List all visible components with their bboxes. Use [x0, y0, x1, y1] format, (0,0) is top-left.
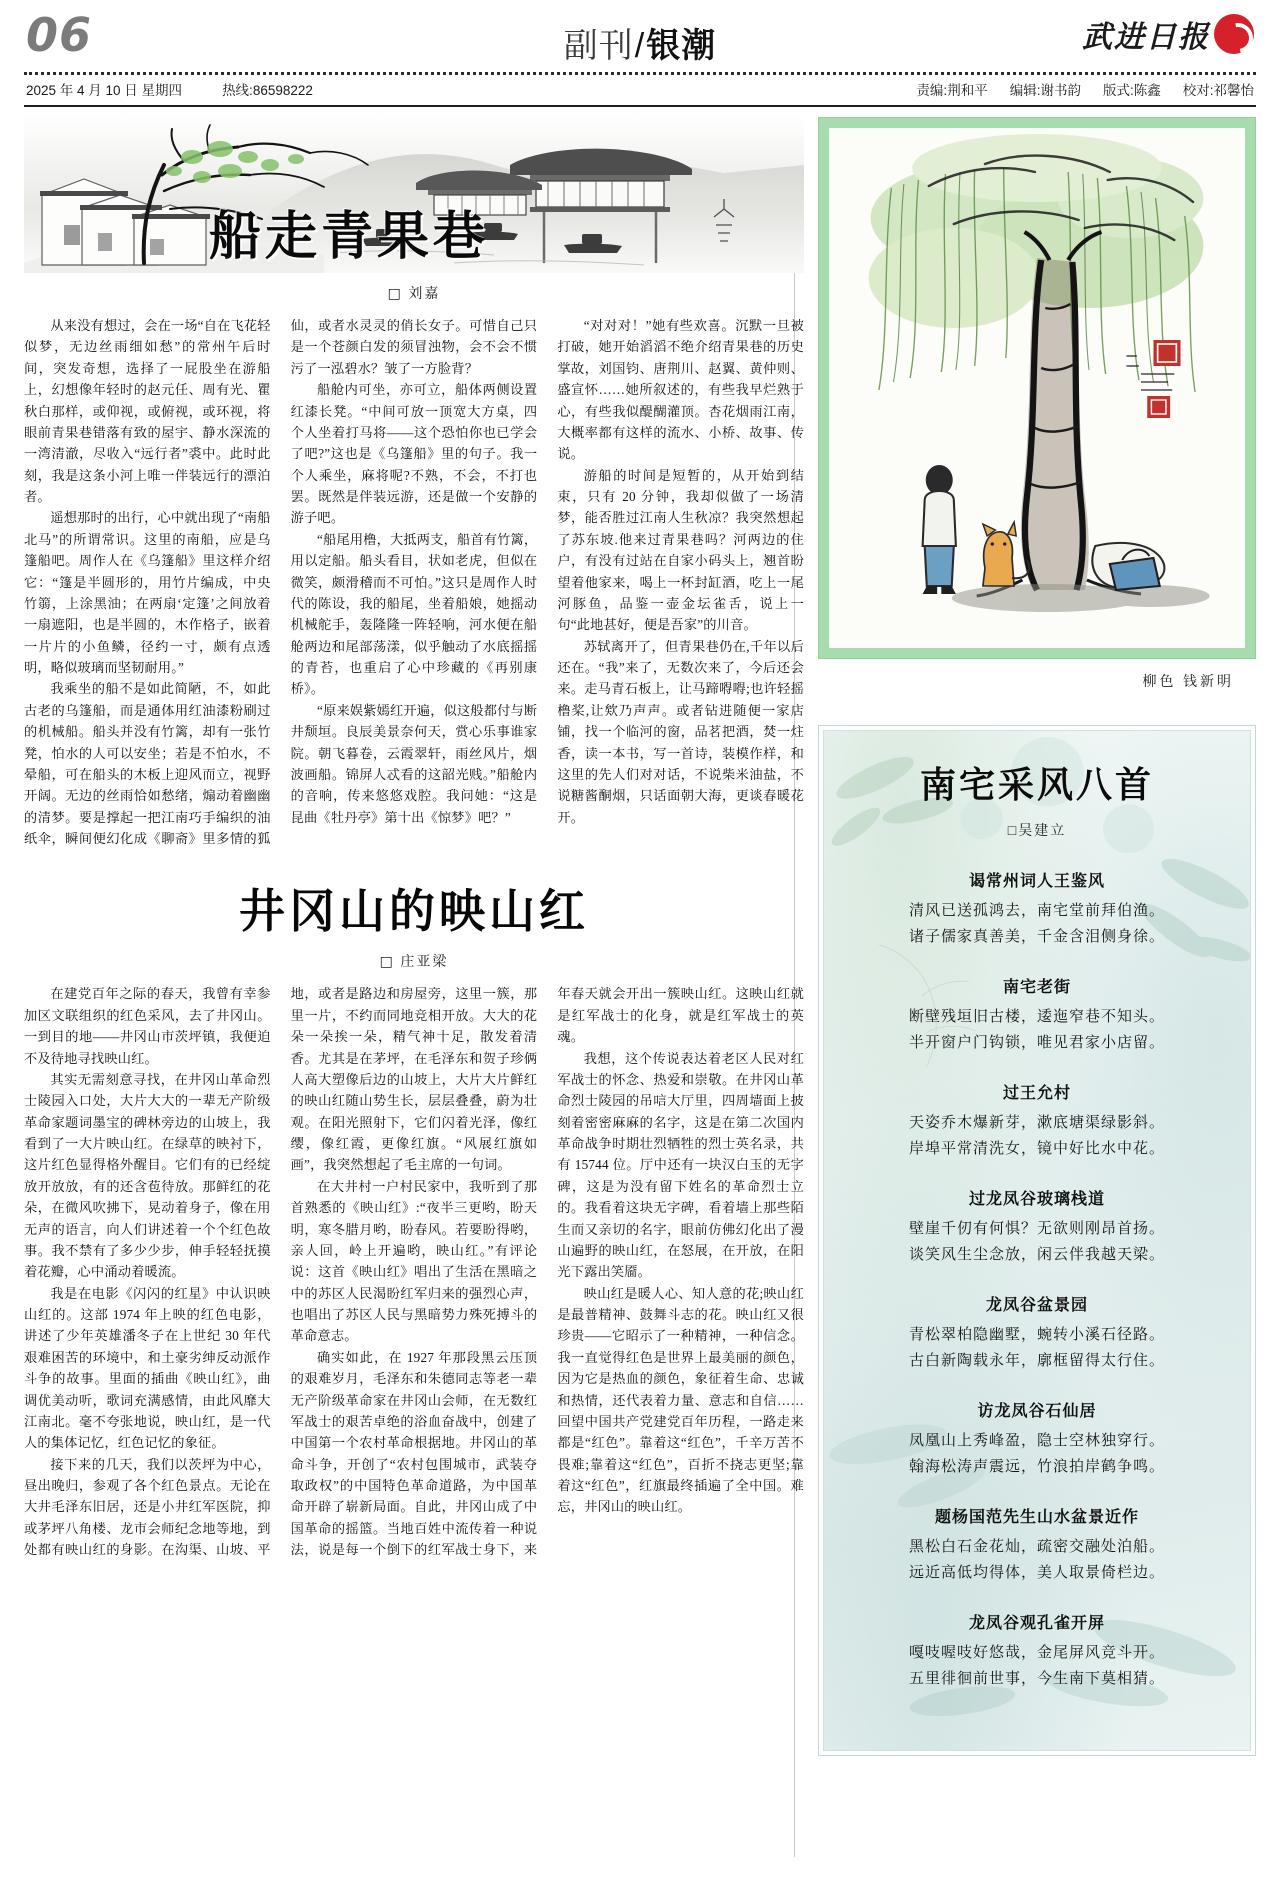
right-column	[818, 113, 1256, 1857]
poem-line: 黑松白石金花灿，疏密交融处泊船。	[908, 1539, 1165, 1555]
credit-editor: 编辑:谢书韵	[1009, 83, 1081, 98]
poem-item-title: 南宅老街	[1002, 979, 1071, 996]
willow-tree-painting	[829, 128, 1245, 648]
credit-chief-editor: 责编:荆和平	[916, 83, 988, 98]
poem-item	[852, 1398, 1222, 1480]
poem-line: 天姿乔木爆新芽，漱底塘渠绿影斜。	[908, 1115, 1165, 1131]
poem-line: 半开窗户门钩锁，唯见君家小店留。	[908, 1034, 1165, 1051]
poem-panel-inner	[823, 730, 1251, 1751]
article-second-title: 井冈山的映山红	[239, 885, 589, 938]
page-number: 06	[26, 8, 93, 62]
brand-logo	[1082, 12, 1254, 56]
paragraph: 接下来的几天，我们以茨坪为中心，昼出晚归，参观了各个红色景点。无论在大井毛泽东旧居，还是小井红军医院，抑或茅坪八角楼、龙市会师纪念地等地，到处都有映山红的身影。在沟渠、山坡、平地，或者是路边和房屋旁，这里一簇，那里一片，不约而同地竞相开放。大大的花朵一朵挨一朵，精气神十足，散发着清香。尤其是在茅坪，在毛泽东和贺子珍俩人高大塑像后边的山坡上，大片大片鲜红的映山红随山势生长，层层叠叠，蔚为壮观。在阳光照射下，它们闪着光泽，像红缨，像红霞，更像红旗。“风展红旗如画”，我突然想起了毛主席的一句词。	[24, 986, 538, 1558]
poem-content	[852, 757, 1222, 1692]
poem-line: 远近高低均得体，美人取景倚栏边。	[908, 1564, 1165, 1581]
poem-item	[852, 974, 1222, 1056]
section-separator: /	[634, 27, 646, 65]
paragraph: 在建党百年之际的春天，我曾有幸参加区文联组织的红色采风，去了井冈山。一到目的地——井冈山市茨坪镇，我便迫不及待地寻找映山红。	[24, 986, 271, 1066]
poem-item	[852, 1292, 1222, 1374]
masthead	[0, 0, 1280, 72]
publication-date: 2025 年 4 月 10 日 星期四	[26, 83, 183, 98]
paragraph: 游船的时间是短暂的，从开始到结束，只有 20 分钟，我却似做了一场清梦，能否胜过江南人生秋凉？我突然想起了苏东坡.他来过青果巷吗？河两边的住户，有没有过站在自家小码头上，翘首盼望着他家来，喝上一杯封缸酒，吃上一尾河豚鱼，品鉴一壶金坛雀舌，说上一句“此地甚好，便是吾家”的川音。	[557, 467, 804, 633]
poem-line: 谈笑风生尘念放，闲云伴我越天梁。	[908, 1246, 1165, 1263]
paragraph: 我乘坐的船不是如此简陋，不，如此古老的乌篷船，而是通体用红油漆粉刷过的机械船。船头并没有竹篱，却有一张竹凳，怕水的人可以安坐；若是不怕水，不晕船，可在船头的木板上迎风而立，视野开阔。无边的丝雨恰如愁绪，煽动着幽幽的清梦。要是撑起一把江南巧手编织的油纸伞，瞬间便幻化成《聊斋》里多情的狐仙，或者水灵灵的俏长女子。可惜自己只是一个苍颜白发的须冒浊物，会不会不惯污了一泓碧水？皱了一方脸背？	[24, 318, 538, 846]
painting-willow	[829, 128, 1245, 648]
credit-proofreader: 校对:祁馨怡	[1182, 83, 1254, 98]
poem-line: 凤凰山上秀峰盈，隐士空林独穿行。	[908, 1433, 1165, 1449]
poem-item	[852, 868, 1222, 950]
byline-box-icon: □	[387, 286, 403, 302]
poem-line: 清风已送孤鸿去，南宅堂前拜伯渔。	[908, 903, 1165, 919]
left-column	[24, 113, 804, 1857]
poem-line: 断壁残垣旧古楼，逶迤窄巷不知头。	[908, 1009, 1165, 1025]
poem-line: 嘎吱喔吱好悠哉，金尾屏风竞斗开。	[908, 1645, 1165, 1661]
article-second-author: 庄亚梁	[400, 955, 449, 971]
poem-line: 五里徘徊前世事，今生南下莫相猜。	[908, 1670, 1165, 1687]
poem-item-title: 过龙凤谷玻璃栈道	[968, 1191, 1105, 1208]
paragraph: 我想，这个传说表达着老区人民对红军战士的怀念、热爱和崇敬。在井冈山革命烈士陵园的吊唁大厅里，四周墙面上披刻着密密麻麻的名字，这是在第二次国内革命战争时期壮烈牺牲的烈士英名录，共有 15744 位。厅中还有一块汉白玉的无字碑，这是为没有留下姓名的革命烈士立的。我看着这块无字碑，看着墙上那些陌生而又亲切的名字，眼前仿佛幻化出了漫山遍野的映山红，在怒展，在开放，在阳光下露出笑靥。	[557, 1050, 804, 1280]
paragraph: “原来娱紫嫣红开遍，似这般都付与断井颓垣。良辰美景奈何天，赏心乐事谁家院。朝飞暮卷，云霞翠轩，雨丝风片，烟波画船。锦屏人忒看的这韶光贱。”船舱内的音响，传来悠悠戏腔。我问她：“这是昆曲《牡丹亭》第十出《惊梦》吧？”	[290, 702, 538, 825]
paragraph: 苏轼离开了，但青果巷仍在,千年以后还在。“我”来了，无数次来了，今后还会来。走马青石板上，让马蹄嘚嘚;也许轻摇橹桨,让欸乃声声。或者钻进随便一家店铺，找一个临河的窗，品茗把酒，焚一炷香，读一本书，写一首诗，装模作样，和这里的先人们对对话，不说柴米油盐，不说糖酱酮烟，只话面朝大海，更谈春暖花开。	[557, 638, 804, 825]
paragraph: 船舱内可坐，亦可立，船体两侧设置红漆长凳。“中间可放一顶宽大方桌，四个人坐着打马将——这个恐怕你也已学会了吧?”这也是《乌篷船》里的句子。我一个人乘坐，麻将呢?不熟，不会，不打也罢。既然是伴装远游，还是做一个安静的游子吧。	[290, 382, 538, 526]
poem-collection-title: 南宅采风八首	[919, 764, 1154, 805]
painting-frame	[818, 117, 1256, 659]
paragraph: “船尾用橹，大抵两支，船首有竹篱，用以定船。船头看目，状如老虎，但似在微笑，颇滑稽而不可怕。”这只是周作人时代的陈设，我的船尾，坐着船娘，她摇动机械舵手，轰隆隆一阵轻响，河水便在船舱两边和尾部荡漾，似乎触动了水底摇摇的青苔，也重启了心中珍藏的《再别康桥》。	[290, 531, 538, 697]
article-main-title: 船走青果巷	[209, 208, 490, 266]
article-second-byline	[24, 951, 804, 971]
credit-layout: 版式:陈鑫	[1102, 83, 1161, 98]
poem-item	[852, 1504, 1222, 1586]
painting-artist: 钱新明	[1183, 675, 1234, 690]
poem-panel	[818, 725, 1256, 1756]
poem-line: 古白新陶载永年，廓框留得太行住。	[908, 1352, 1165, 1369]
figure-boy	[923, 465, 956, 594]
paragraph: “对对对！”她有些欢喜。沉默一旦被打破，她开始滔滔不绝介绍青果巷的历史掌故，刘国钧、唐荆川、赵翼、黄仲则、盛宣怀……她所叙述的，有些我早烂熟于心，有些我似醍醐灌顶。杏花烟雨江南，大概率都有这样的流水、小桥、故事、传说。	[557, 318, 804, 462]
byline-box-icon: □	[1007, 824, 1019, 839]
article-second-body	[24, 983, 804, 1560]
hotline: 热线:86598222	[222, 83, 313, 98]
poem-item	[852, 1610, 1222, 1692]
poem-item-title: 龙凤谷盆景园	[985, 1297, 1088, 1314]
painting-title: 柳色	[1142, 675, 1177, 690]
article-banner-artwork	[24, 113, 804, 273]
section-primary: 副刊	[563, 27, 634, 65]
poem-item	[852, 1186, 1222, 1268]
paragraph: 我是在电影《闪闪的红星》中认识映山红的。这部 1974 年上映的红色电影，讲述了少年英雄潘冬子在上世纪 30 年代艰难困苦的环境中，和土豪劣绅反动派作斗争的故事。里面的插曲《映山红》，曲调优美动听，歌词充满感情，由此风靡大江南北。毫不夸张地说，映山红，是一代人的集体记忆，红色记忆的象征。	[24, 1285, 271, 1451]
poem-line: 青松翠柏隐幽墅，蜿转小溪石径路。	[908, 1327, 1165, 1343]
section-secondary: 银潮	[646, 27, 717, 65]
poem-item-title: 题杨国范先生山水盆景近作	[934, 1509, 1139, 1526]
poem-item-title: 过王允村	[1002, 1085, 1071, 1102]
page-content	[0, 107, 1280, 1867]
masthead-infobar	[0, 75, 1280, 105]
poem-collection-byline	[852, 820, 1222, 840]
brand-name: 武进日报	[1082, 21, 1210, 54]
article-main-author: 刘嘉	[408, 287, 441, 302]
poem-item-title: 谒常州词人王鉴风	[968, 873, 1105, 890]
poem-item-title: 访龙凤谷石仙居	[977, 1403, 1097, 1420]
poem-collection-author: 吴建立	[1018, 824, 1067, 839]
poem-item	[852, 1080, 1222, 1162]
paragraph: 在大井村一户村民家中，我听到了那首熟悉的《映山红》:“夜半三更哟，盼天明，寒冬腊月哟，盼春风。若要盼得哟，亲人回，岭上开遍哟，映山红。”有评论说：这首《映山红》唱出了生活在黑暗之中的苏区人民渴盼红军归来的强烈心声，也唱出了苏区人民与黑暗势力殊死搏斗的革命意志。	[290, 1178, 538, 1344]
paragraph: 其实无需刻意寻找，在井冈山革命烈士陵园入口处，大片大大的一辈无产阶级革命家题词墨宝的碑林旁边的山坡上，我看到了一大片映山红。在绿草的映衬下，这片红色显得格外醒目。它们有的已经绽放开放放，有的还含苞待放。那鲜红的花朵，在微风吹拂下，晃动着身子，像在用无声的语言，向人们讲述着一个个红色故事。我不禁有了多少少步，伸手轻轻抚摸着花瓣，心中涌动着暖流。	[24, 1071, 271, 1280]
poem-line: 岸埠平常清洗女，镜中好比水中花。	[908, 1140, 1165, 1157]
paragraph: 确实如此，在 1927 年那段黑云压顶的艰难岁月，毛泽东和朱德同志等老一辈无产阶级革命家在井冈山会师，在无数红军战士的艰苦卓绝的浴血奋战中，创建了中国第一个农村革命根据地。井冈山的革命斗争，开创了“农村包围城市，武装夺取政权”的中国特色革命道路，为中国革命开辟了崭新局面。自此，井冈山成了中国革命的摇篮。当地百姓中流传着一种说法，说是每一个倒下的红军战士身下，来年春天就会开出一簇映山红。这映山红就是红军战士的化身，就是红军战士的英魂。	[290, 986, 804, 1558]
poem-line: 壁崖千仞有何惧？无欲则刚昂首扬。	[908, 1221, 1165, 1237]
paragraph: 遥想那时的出行，心中就出现了“南船北马”的所谓常识。这里的南船，应是乌篷船吧。周作人在《乌篷船》里这样介绍它：“篷是半圆形的，用竹片编成，中央竹篛，上涂黑油；在两扇‘定篷’之间放着一扇遮阳，也是半圆的，木作格子，嵌着一片片的小鱼鳞，径约一寸，颇有点透明，略似玻璃而坚韧耐用。”	[24, 510, 271, 675]
poem-line: 翰海松涛声震远，竹浪拍岸鹤争鸣。	[908, 1458, 1165, 1475]
poem-line: 诸子儒家真善美，千金含泪侧身徐。	[908, 928, 1165, 945]
paragraph: 从来没有想过，会在一场“自在飞花轻似梦，无边丝雨细如愁”的常州午后时间，突发奇想，选择了一屁股坐在游船上，幻想像年轻时的赵元任、周有光、瞿秋白那样，或仰视，或俯视，或环视，将眼前青果巷错落有致的屋宇、静水深流的一湾清澈，尽收入“远行者”裘中。此时此刻，我是这条小河上唯一伴装远行的漂泊者。	[24, 318, 271, 504]
article-main-body	[24, 315, 804, 849]
article-main-byline	[24, 283, 804, 303]
brand-swirl-icon	[1214, 14, 1254, 54]
credits	[916, 79, 1254, 99]
painting-caption	[818, 659, 1256, 691]
paragraph: 映山红是暖人心、知人意的花;映山红是最普精神、鼓舞斗志的花。映山红又很珍贵——它昭示了一种精神，一种信念。我一直觉得红色是世界上最美丽的颜色，因为它是热血的颜色，象征着生命、忠诚和热情，还代表着力量、意志和自信……回望中国共产党建党百年历程，一路走来都是“红色”。靠着这“红色”，千辛万苦不畏难;靠着这“红色”，百折不挠志更坚;靠着这“红色”，红旗最终插遍了全中国。难忘，井冈山的映山红。	[557, 1285, 804, 1515]
poem-item-title: 龙凤谷观孔雀开屏	[968, 1615, 1105, 1632]
byline-box-icon: □	[379, 954, 395, 971]
article-second	[24, 875, 804, 1560]
